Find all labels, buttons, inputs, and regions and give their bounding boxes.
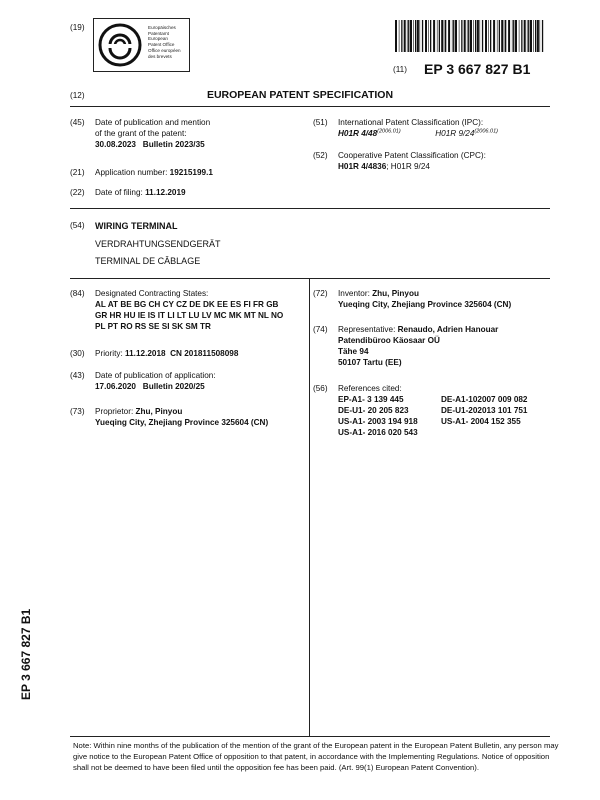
inid-code-30: (30) — [70, 349, 85, 358]
grant-publication-value: 30.08.2023 Bulletin 2023/35 — [95, 140, 205, 150]
inid-code-19: (19) — [70, 23, 85, 32]
inid-code-22: (22) — [70, 188, 85, 197]
epo-logo — [93, 18, 190, 72]
cpc-block: Cooperative Patent Classification (CPC): H01R 4/4836; H01R 9/24 — [338, 151, 486, 172]
footer-divider — [70, 736, 550, 737]
inid-code-52: (52) — [313, 151, 328, 160]
reference-item: DE-U1-202013 101 751 — [441, 406, 528, 416]
specification-title: EUROPEAN PATENT SPECIFICATION — [206, 89, 394, 101]
inventor-block: Inventor: Zhu, Pinyou Yueqing City, Zhejiang Province 325604 (CN) — [338, 289, 512, 310]
column-divider — [309, 278, 310, 736]
opposition-note: Note: Within nine months of the publication of the mention of the grant of the European patent in the European Patent Bulletin, any person may give notice to the European Patent Office of opposition to that patent, in accordance with the Implementing Regulations. Notice of opposition shall not be deemed to have been filed until the opposition fee has been paid. (Art. 99(1) European Patent Convention). — [73, 741, 559, 772]
references-column-1 — [338, 394, 441, 438]
reference-item: US-A1- 2003 194 918 — [338, 417, 418, 427]
epo-logo-mark-icon — [98, 23, 142, 67]
section-divider-1 — [70, 208, 550, 209]
inid-code-12: (12) — [70, 91, 85, 100]
states-line-2: GR HR HU IE IS IT LI LT LU LV MC MK MT NL NO — [95, 311, 284, 321]
office-name: Europäisches Patentamt European Patent Office Office européen des brevets — [148, 25, 181, 59]
states-line-1: AL AT BE BG CH CY CZ DE DK EE ES FI FR GB — [95, 300, 279, 310]
inid-code-11: (11) — [393, 65, 407, 74]
inid-code-51: (51) — [313, 118, 328, 127]
grant-publication-block: Date of publication and mention of the grant of the patent: 30.08.2023 Bulletin 2023/35 — [95, 118, 211, 150]
title-german: VERDRAHTUNGSENDGERÄT — [95, 238, 221, 249]
section-divider-2 — [70, 278, 550, 279]
reference-item: EP-A1- 3 139 445 — [338, 395, 404, 405]
inid-code-21: (21) — [70, 168, 85, 177]
inid-code-73: (73) — [70, 407, 85, 416]
inid-code-43: (43) — [70, 371, 85, 380]
reference-item: US-A1- 2004 152 355 — [441, 417, 521, 427]
designated-states-block: Designated Contracting States: AL AT BE BG CH CY CZ DE DK EE ES FI FR GB GR HR HU IE IS IT LI LT LU LV MC MK MT NL NO PL PT RO RS SE SI SK SM TR — [95, 289, 284, 332]
representative-block: Representative: Renaudo, Adrien Hanouar Patendibüroo Käosaar OÜ Tähe 94 50107 Tartu (EE) — [338, 325, 499, 368]
references-column-2 — [441, 394, 528, 438]
reference-item: US-A1- 2016 020 543 — [338, 428, 418, 438]
invention-title — [95, 218, 221, 271]
header-divider — [70, 106, 550, 107]
title-french: TERMINAL DE CÂBLAGE — [95, 256, 201, 267]
filing-date: Date of filing: 11.12.2019 — [95, 188, 186, 197]
reference-item: DE-U1- 20 205 823 — [338, 406, 409, 416]
references-block: References cited: EP-A1- 3 139 445 DE-U1- 20 205 823 US-A1- 2003 194 918 US-A1- 2016 020 543 DE-A1-102007 009 082 DE-U1-202013 101 751 US-A1- 2004 152 355 — [338, 384, 528, 438]
inid-code-72: (72) — [313, 289, 328, 298]
publication-number: EP 3 667 827 B1 — [424, 61, 531, 77]
application-number: Application number: 19215199.1 — [95, 168, 213, 177]
inid-code-74: (74) — [313, 325, 328, 334]
inid-code-45: (45) — [70, 118, 85, 127]
inid-code-84: (84) — [70, 289, 85, 298]
priority: Priority: 11.12.2018 CN 201811508098 — [95, 349, 239, 358]
reference-item: DE-A1-102007 009 082 — [441, 395, 528, 405]
application-publication-block: Date of publication of application: 17.06.2020 Bulletin 2020/25 — [95, 371, 216, 392]
side-publication-number: EP 3 667 827 B1 — [19, 608, 33, 700]
title-english: WIRING TERMINAL — [95, 221, 178, 231]
states-line-3: PL PT RO RS SE SI SK SM TR — [95, 322, 211, 332]
barcode-icon — [395, 20, 545, 52]
ipc-block: International Patent Classification (IPC): H01R $4/48^{(2006.01)}$ H01R $9/24^{(2006.01)}$ — [338, 118, 498, 139]
inid-code-54: (54) — [70, 221, 85, 230]
inid-code-56: (56) — [313, 384, 328, 393]
proprietor-block: Proprietor: Zhu, Pinyou Yueqing City, Zhejiang Province 325604 (CN) — [95, 407, 269, 428]
